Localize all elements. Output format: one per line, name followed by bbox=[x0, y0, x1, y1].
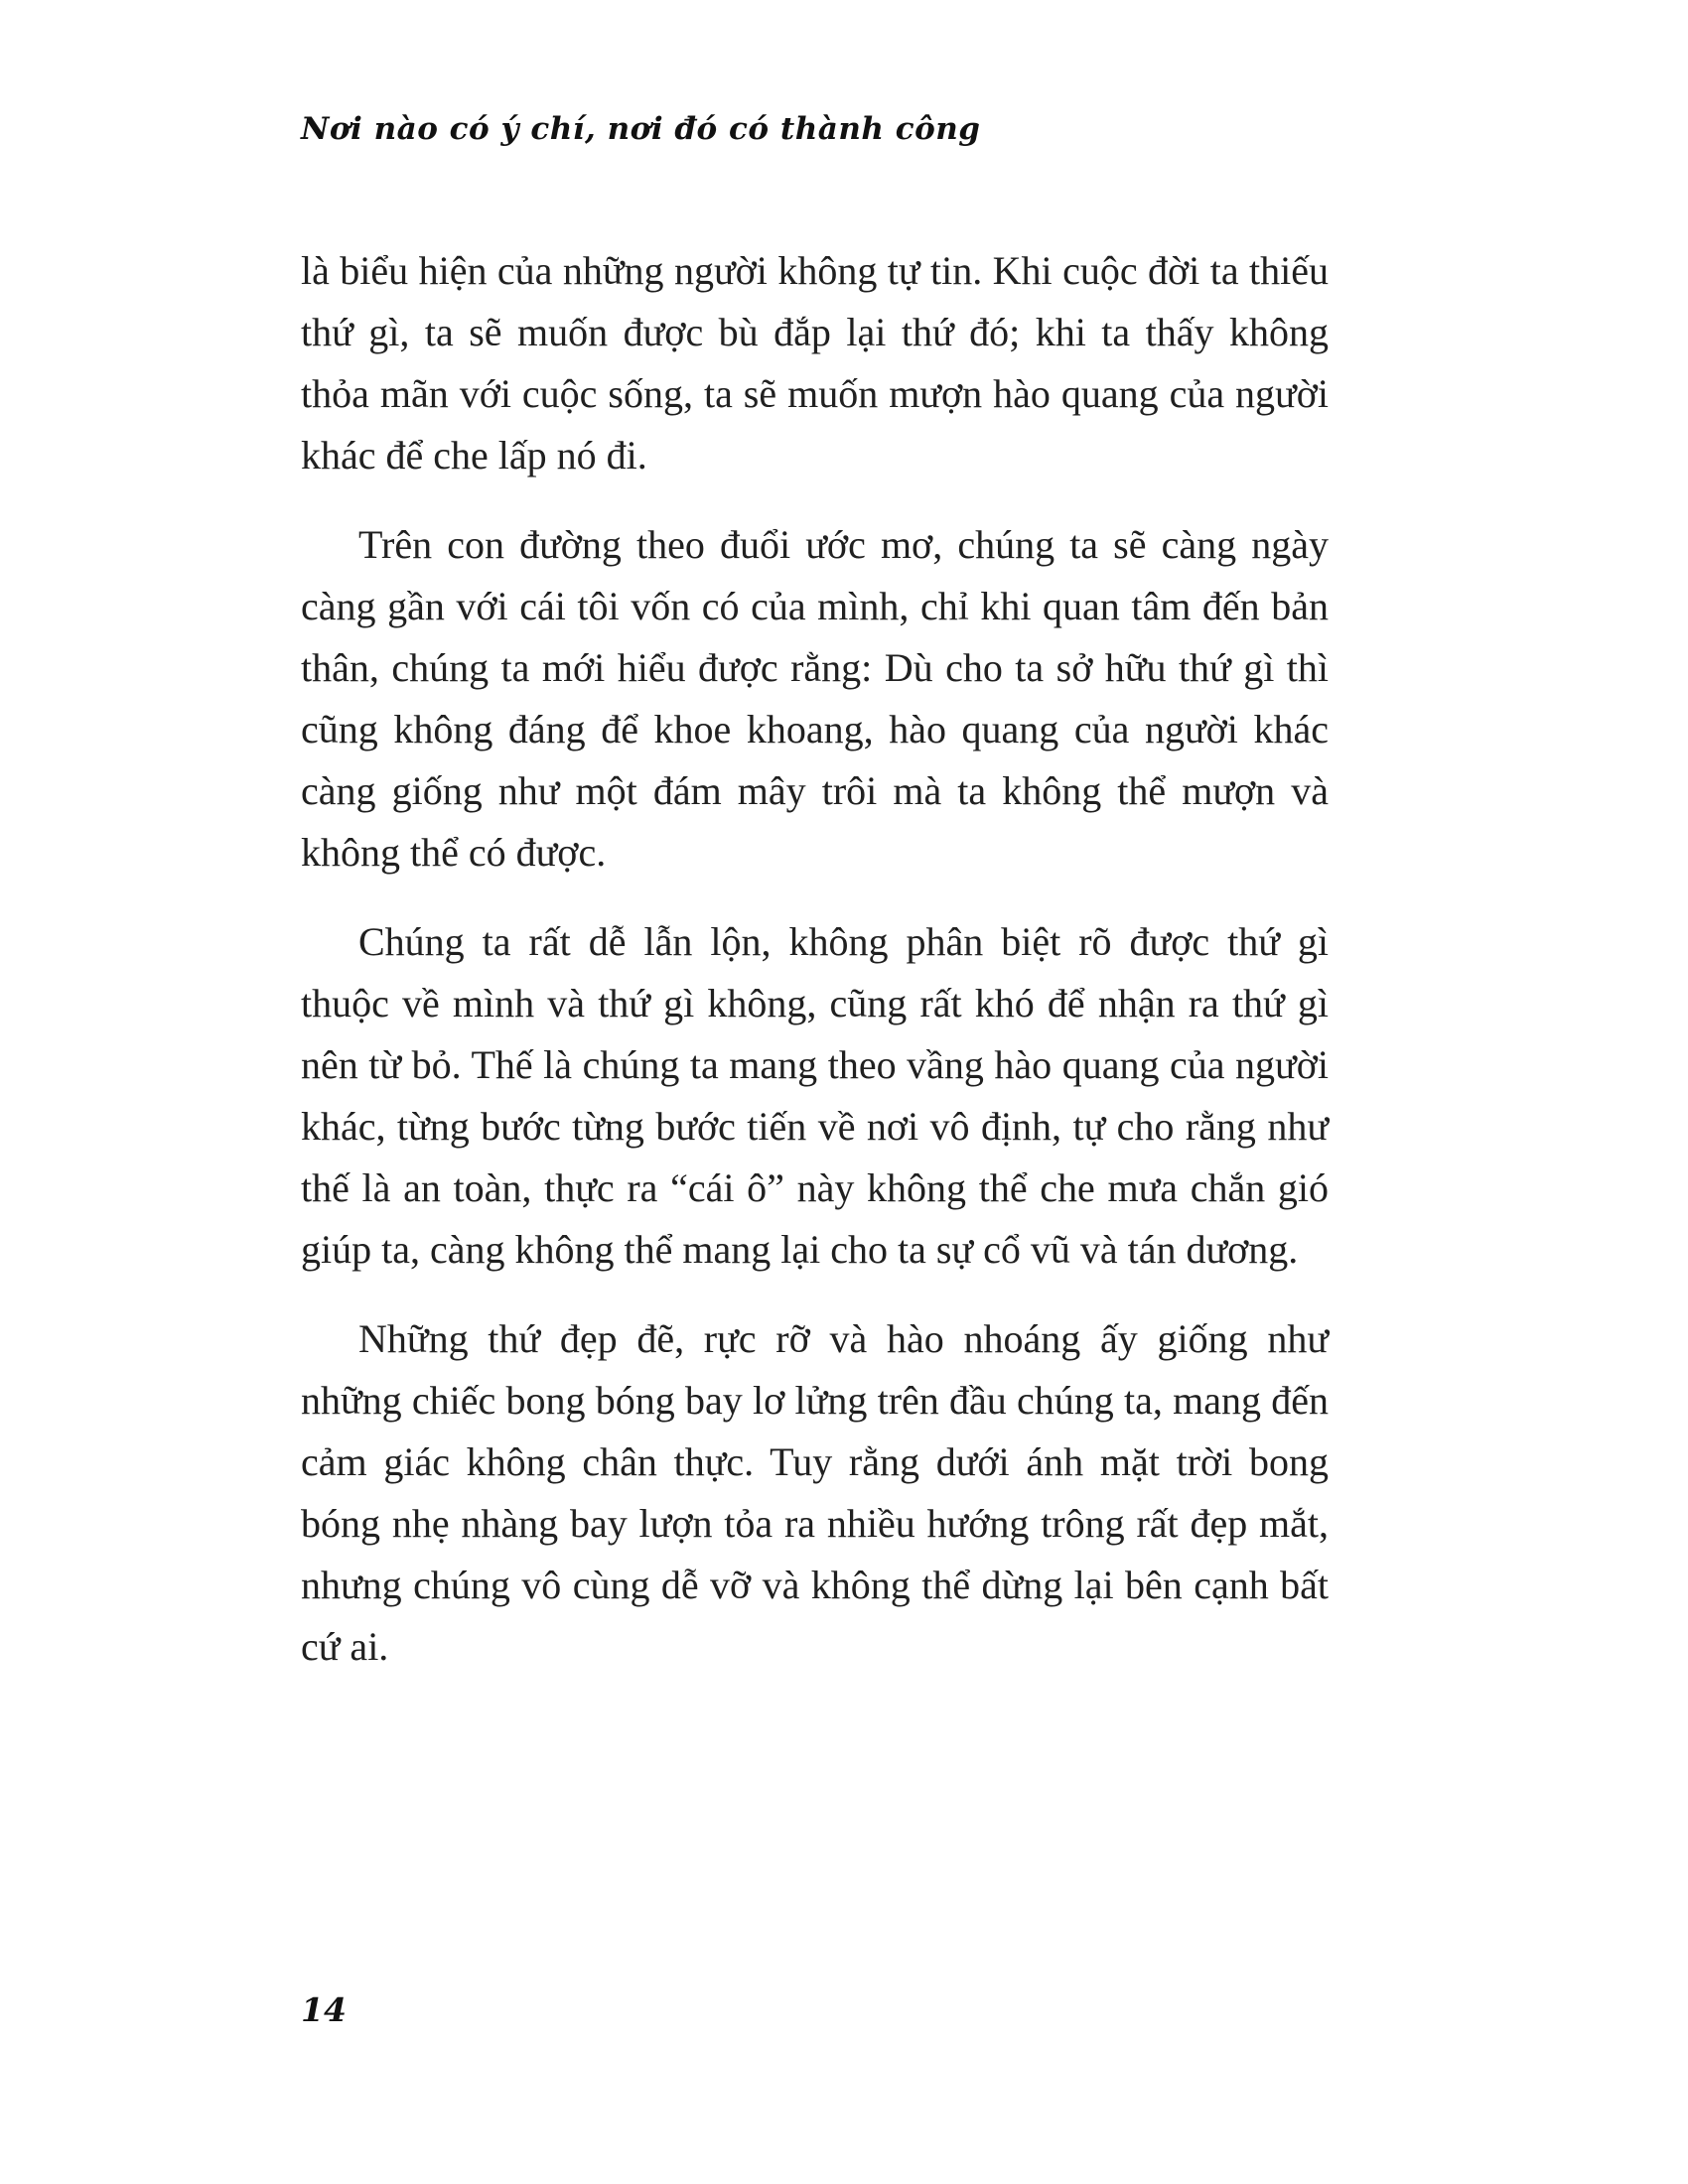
paragraph: Chúng ta rất dễ lẫn lộn, không phân biệt rõ được thứ gì thuộc về mình và thứ gì không, cũng rất khó để nhận ra thứ gì nên từ bỏ. Thế là chúng ta mang theo vầng hào quang của người khác, từng bước từng bước tiến về nơi vô định, tự cho rằng như thế là an toàn, thực ra “cái ô” này không thể che mưa chắn gió giúp ta, càng không thể mang lại cho ta sự cổ vũ và tán dương. bbox=[301, 919, 1329, 1272]
running-header: Nơi nào có ý chí, nơi đó có thành công bbox=[301, 111, 981, 147]
page-number: 14 bbox=[301, 1990, 347, 2029]
paragraph: Trên con đường theo đuổi ước mơ, chúng ta sẽ càng ngày càng gần với cái tôi vốn có của mình, chỉ khi quan tâm đến bản thân, chúng ta mới hiểu được rằng: Dù cho ta sở hữu thứ gì thì cũng không đáng để khoe khoang, hào quang của người khác càng giống như một đám mây trôi mà ta không thể mượn và không thể có được. bbox=[301, 522, 1329, 875]
paragraph: Những thứ đẹp đẽ, rực rỡ và hào nhoáng ấy giống như những chiếc bong bóng bay lơ lửng trên đầu chúng ta, mang đến cảm giác không chân thực. Tuy rằng dưới ánh mặt trời bong bóng nhẹ nhàng bay lượn tỏa ra nhiều hướng trông rất đẹp mắt, nhưng chúng vô cùng dễ vỡ và không thể dừng lại bên cạnh bất cứ ai. bbox=[301, 1316, 1329, 1669]
paragraph: là biểu hiện của những người không tự tin. Khi cuộc đời ta thiếu thứ gì, ta sẽ muốn được bù đắp lại thứ đó; khi ta thấy không thỏa mãn với cuộc sống, ta sẽ muốn mượn hào quang của người khác để che lấp nó đi. bbox=[301, 248, 1329, 478]
body-text bbox=[301, 240, 1329, 1706]
